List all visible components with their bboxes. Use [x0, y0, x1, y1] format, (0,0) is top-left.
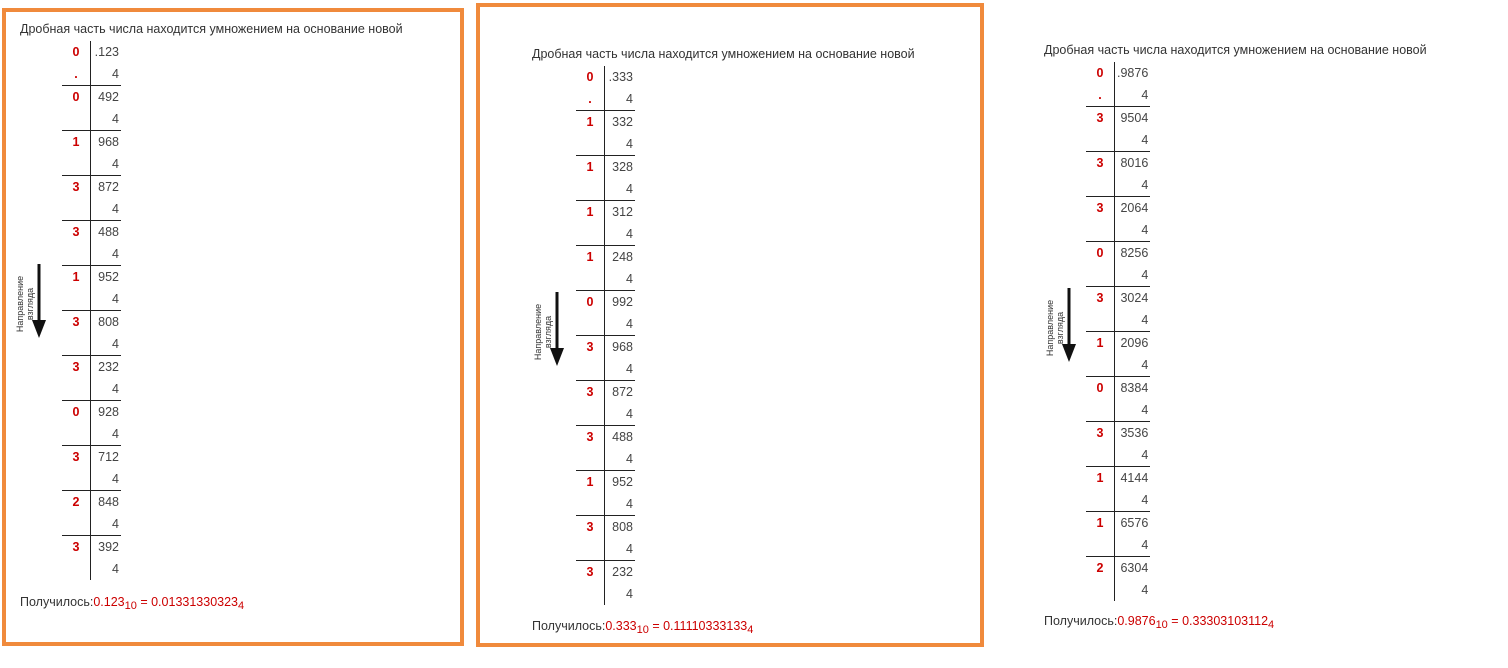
product-value: 9504 [1120, 110, 1149, 125]
calc-row-product [62, 446, 121, 469]
multiplier-value: 4 [605, 538, 636, 561]
product-value: 6304 [1120, 560, 1149, 575]
calc-row-product [576, 426, 635, 449]
multiplier-value: 4 [91, 108, 122, 131]
multiplier-value: 4 [626, 586, 633, 601]
point-cell: . [62, 63, 91, 86]
result-target-base: 4 [1268, 619, 1275, 631]
point-cell [1086, 309, 1115, 332]
result-source-base: 10 [636, 624, 649, 636]
multiplier-value: 4 [1115, 399, 1151, 422]
calc-row-multiplier [576, 88, 635, 111]
direction-label: Направление взгляда [533, 303, 553, 361]
calc-row-product [576, 66, 635, 88]
calc-row-product [62, 536, 121, 559]
calc-row-multiplier [1086, 219, 1150, 242]
down-arrow-icon [32, 264, 46, 338]
product-value: 808 [98, 314, 119, 329]
calc-row-multiplier [62, 513, 121, 536]
product-value: .333 [608, 69, 633, 84]
product-value: 6576 [1120, 515, 1149, 530]
calc-row-multiplier [62, 288, 121, 311]
calc-row-multiplier [1086, 534, 1150, 557]
point-cell [1086, 489, 1115, 512]
calc-row-multiplier [1086, 309, 1150, 332]
calc-row-multiplier [1086, 174, 1150, 197]
result-digit: 3 [62, 311, 91, 334]
product-value: 872 [612, 384, 633, 399]
result-digit: 3 [576, 426, 605, 449]
product-value: 968 [98, 134, 119, 149]
result-digit: 3 [62, 446, 91, 469]
calc-row-product [576, 336, 635, 359]
product-value: 4144 [1120, 470, 1149, 485]
calc-row-product [576, 246, 635, 269]
conversion-panel-3 [1030, 34, 1500, 648]
result-digit: 1 [1086, 332, 1115, 355]
point-cell [576, 178, 605, 201]
product-value: 3536 [1120, 425, 1149, 440]
calc-row-product [576, 111, 635, 134]
result-digit: 1 [576, 201, 605, 224]
product-value: 848 [98, 494, 119, 509]
product-value: 928 [98, 404, 119, 419]
point-cell [1086, 354, 1115, 377]
product-value: 248 [612, 249, 633, 264]
point-cell [576, 313, 605, 336]
conversion-panel-2 [476, 3, 984, 647]
result-line: $Получилось:0.123_{10} = 0.01331330323_4$ [20, 595, 245, 612]
result-digit: 1 [1086, 467, 1115, 490]
point-cell: . [576, 88, 605, 111]
result-digit: 1 [576, 246, 605, 269]
multiplier-value: 4 [605, 88, 636, 111]
multiplier-value: 4 [91, 288, 122, 311]
result-digit: 3 [1086, 422, 1115, 445]
calc-row-product [62, 491, 121, 514]
calc-row-multiplier [576, 583, 635, 605]
calc-row-product [1086, 422, 1150, 445]
result-label: Получилось: [1044, 614, 1118, 628]
result-value: 0.01331330323 [151, 595, 239, 609]
result-source-number: 0.123 [93, 595, 125, 609]
point-cell [1086, 219, 1115, 242]
product-value: 808 [612, 519, 633, 534]
calc-row-product [62, 221, 121, 244]
product-value: 712 [98, 449, 119, 464]
calc-row-multiplier [1086, 84, 1150, 107]
point-cell [62, 288, 91, 311]
calc-row-multiplier [576, 538, 635, 561]
result-digit: 3 [576, 561, 605, 584]
multiplier-value: 4 [1115, 354, 1151, 377]
result-digit: 3 [576, 336, 605, 359]
calc-row-multiplier [1086, 444, 1150, 467]
multiplier-value: 4 [91, 153, 122, 176]
point-cell [576, 448, 605, 471]
multiplier-value: 4 [1115, 444, 1151, 467]
calc-row-product [62, 356, 121, 379]
point-cell [576, 133, 605, 156]
calc-row-product [1086, 242, 1150, 265]
multiplier-value: 4 [605, 223, 636, 246]
calc-row-multiplier [62, 333, 121, 356]
calc-row-multiplier [62, 378, 121, 401]
result-digit: 3 [62, 356, 91, 379]
point-cell [62, 153, 91, 176]
calc-row-product [62, 176, 121, 199]
product-value: 332 [612, 114, 633, 129]
direction-indicator [1044, 288, 1076, 368]
point-cell [62, 108, 91, 131]
result-source-number: 0.333 [605, 619, 637, 633]
point-cell [62, 558, 91, 580]
calc-row-multiplier [576, 403, 635, 426]
multiplier-value: 4 [1115, 489, 1151, 512]
multiplier-value: 4 [605, 313, 636, 336]
result-digit: 3 [1086, 107, 1115, 130]
result-source-base: 10 [1155, 619, 1168, 631]
calc-row-product [1086, 377, 1150, 400]
calc-row-product [1086, 287, 1150, 310]
calc-row-multiplier [62, 558, 121, 580]
point-cell [62, 243, 91, 266]
result-digit: 0 [576, 66, 605, 88]
product-value: 8256 [1120, 245, 1149, 260]
result-line: $Получилось:0.333_{10} = 0.11110333133_4$ [532, 619, 754, 636]
point-cell [1086, 264, 1115, 287]
multiplier-value: 4 [605, 358, 636, 381]
calc-row-product [62, 41, 121, 63]
result-digit: 1 [576, 471, 605, 494]
result-digit: 3 [1086, 287, 1115, 310]
product-value: 872 [98, 179, 119, 194]
direction-label: Направление взгляда [15, 275, 35, 333]
calc-row-product [1086, 557, 1150, 580]
product-value: 328 [612, 159, 633, 174]
calc-row-multiplier [1086, 579, 1150, 601]
product-value: 3024 [1120, 290, 1149, 305]
result-digit: 0 [1086, 242, 1115, 265]
calc-row-product [62, 131, 121, 154]
calc-row-multiplier [1086, 129, 1150, 152]
calc-row-multiplier [62, 243, 121, 266]
multiplier-value: 4 [1115, 264, 1151, 287]
result-digit: 0 [576, 291, 605, 314]
calc-row-multiplier [62, 198, 121, 221]
multiplier-value: 4 [605, 268, 636, 291]
direction-label: Направление взгляда [1045, 299, 1065, 357]
calc-row-product [62, 401, 121, 424]
conversion-panel-1 [2, 8, 464, 646]
point-cell [62, 423, 91, 446]
point-cell [576, 358, 605, 381]
multiplier-value: 4 [605, 493, 636, 516]
product-value: 8016 [1120, 155, 1149, 170]
result-digit: 0 [1086, 62, 1115, 84]
result-digit: 3 [1086, 152, 1115, 175]
calc-row-multiplier [62, 423, 121, 446]
panel-heading: Дробная часть числа находится умножением на основание новой [532, 47, 915, 61]
result-digit: 1 [1086, 512, 1115, 535]
calc-row-product [576, 561, 635, 584]
point-cell [62, 378, 91, 401]
result-digit: 1 [576, 156, 605, 179]
calc-row-product [62, 86, 121, 109]
calc-row-product [576, 291, 635, 314]
calc-row-multiplier [1086, 264, 1150, 287]
multiplier-value: 4 [91, 333, 122, 356]
calc-row-multiplier [62, 108, 121, 131]
down-arrow-icon [550, 292, 564, 366]
point-cell [576, 538, 605, 561]
result-digit: 3 [576, 381, 605, 404]
multiplier-value: 4 [1115, 309, 1151, 332]
result-digit: 0 [1086, 377, 1115, 400]
calc-row-product [1086, 332, 1150, 355]
calc-row-product [62, 266, 121, 289]
result-digit: 2 [1086, 557, 1115, 580]
result-digit: 0 [62, 401, 91, 424]
calc-row-product [1086, 107, 1150, 130]
calc-row-multiplier [576, 358, 635, 381]
calc-row-multiplier [576, 133, 635, 156]
calc-row-product [1086, 62, 1150, 84]
product-value: 232 [612, 564, 633, 579]
point-cell [1086, 129, 1115, 152]
panel-heading: Дробная часть числа находится умножением на основание новой [20, 22, 403, 36]
calc-row-product [1086, 512, 1150, 535]
point-cell [62, 333, 91, 356]
result-digit: 3 [62, 176, 91, 199]
result-digit: 3 [62, 221, 91, 244]
product-value: 968 [612, 339, 633, 354]
result-line: $Получилось:0.9876_{10} = 0.33303103112_4$ [1044, 614, 1275, 631]
calc-row-multiplier [62, 468, 121, 491]
multiplier-value: 4 [91, 378, 122, 401]
calc-row-product [576, 381, 635, 404]
multiplier-value: 4 [1115, 219, 1151, 242]
result-digit: 3 [576, 516, 605, 539]
result-digit: 3 [62, 536, 91, 559]
direction-indicator [14, 264, 46, 344]
product-value: 2064 [1120, 200, 1149, 215]
multiplication-table [576, 66, 635, 605]
result-source-number: 0.9876 [1117, 614, 1156, 628]
point-cell [62, 468, 91, 491]
point-cell [62, 513, 91, 536]
calc-row-multiplier [576, 178, 635, 201]
product-value: 392 [98, 539, 119, 554]
result-value: 0.33303103112 [1182, 614, 1269, 628]
multiplier-value: 4 [605, 403, 636, 426]
multiplier-value: 4 [91, 243, 122, 266]
calc-row-multiplier [62, 63, 121, 86]
result-digit: 1 [62, 266, 91, 289]
multiplication-table [62, 41, 121, 580]
multiplier-value: 4 [91, 513, 122, 536]
point-cell [1086, 174, 1115, 197]
calc-row-product [576, 516, 635, 539]
result-label: Получилось: [20, 595, 94, 609]
product-value: 952 [98, 269, 119, 284]
multiplier-value: 4 [91, 423, 122, 446]
point-cell [576, 583, 605, 605]
multiplication-table [1086, 62, 1150, 601]
calc-row-multiplier [576, 313, 635, 336]
result-digit: 3 [1086, 197, 1115, 220]
down-arrow-icon [1062, 288, 1076, 362]
calc-row-product [576, 201, 635, 224]
calc-row-multiplier [1086, 399, 1150, 422]
result-target-base: 4 [238, 600, 245, 612]
product-value: .9876 [1117, 65, 1149, 80]
calc-row-product [1086, 197, 1150, 220]
point-cell [576, 268, 605, 291]
calc-row-product [62, 311, 121, 334]
calc-row-multiplier [576, 448, 635, 471]
multiplier-value: 4 [605, 178, 636, 201]
calc-row-multiplier [1086, 489, 1150, 512]
product-value: .123 [94, 44, 119, 59]
result-digit: 0 [62, 86, 91, 109]
calc-row-multiplier [576, 493, 635, 516]
multiplier-value: 4 [605, 448, 636, 471]
multiplier-value: 4 [91, 63, 122, 86]
product-value: 232 [98, 359, 119, 374]
product-value: 8384 [1120, 380, 1149, 395]
multiplier-value: 4 [1141, 582, 1149, 597]
result-digit: 2 [62, 491, 91, 514]
point-cell [1086, 399, 1115, 422]
calc-row-multiplier [1086, 354, 1150, 377]
result-digit: 1 [62, 131, 91, 154]
point-cell: . [1086, 84, 1115, 107]
multiplier-value: 4 [1115, 174, 1151, 197]
multiplier-value: 4 [112, 561, 119, 576]
calc-row-multiplier [576, 223, 635, 246]
point-cell [1086, 534, 1115, 557]
point-cell [576, 223, 605, 246]
multiplier-value: 4 [1115, 129, 1151, 152]
multiplier-value: 4 [605, 133, 636, 156]
multiplier-value: 4 [91, 198, 122, 221]
multiplier-value: 4 [1115, 534, 1151, 557]
point-cell [576, 403, 605, 426]
calc-row-product [576, 471, 635, 494]
point-cell [576, 493, 605, 516]
calc-row-product [1086, 467, 1150, 490]
calc-row-multiplier [62, 153, 121, 176]
product-value: 492 [98, 89, 119, 104]
result-value: 0.11110333133 [663, 619, 748, 633]
point-cell [1086, 444, 1115, 467]
result-digit: 1 [576, 111, 605, 134]
result-source-base: 10 [124, 600, 137, 612]
point-cell [1086, 579, 1115, 601]
result-label: Получилось: [532, 619, 606, 633]
result-target-base: 4 [747, 624, 754, 636]
calc-row-multiplier [576, 268, 635, 291]
product-value: 312 [612, 204, 633, 219]
product-value: 488 [98, 224, 119, 239]
panel-heading: Дробная часть числа находится умножением на основание новой [1044, 43, 1427, 57]
product-value: 488 [612, 429, 633, 444]
point-cell [62, 198, 91, 221]
product-value: 952 [612, 474, 633, 489]
product-value: 992 [612, 294, 633, 309]
calc-row-product [576, 156, 635, 179]
multiplier-value: 4 [91, 468, 122, 491]
calc-row-product [1086, 152, 1150, 175]
multiplier-value: 4 [1115, 84, 1151, 107]
result-digit: 0 [62, 41, 91, 63]
product-value: 2096 [1120, 335, 1149, 350]
direction-indicator [532, 292, 564, 372]
